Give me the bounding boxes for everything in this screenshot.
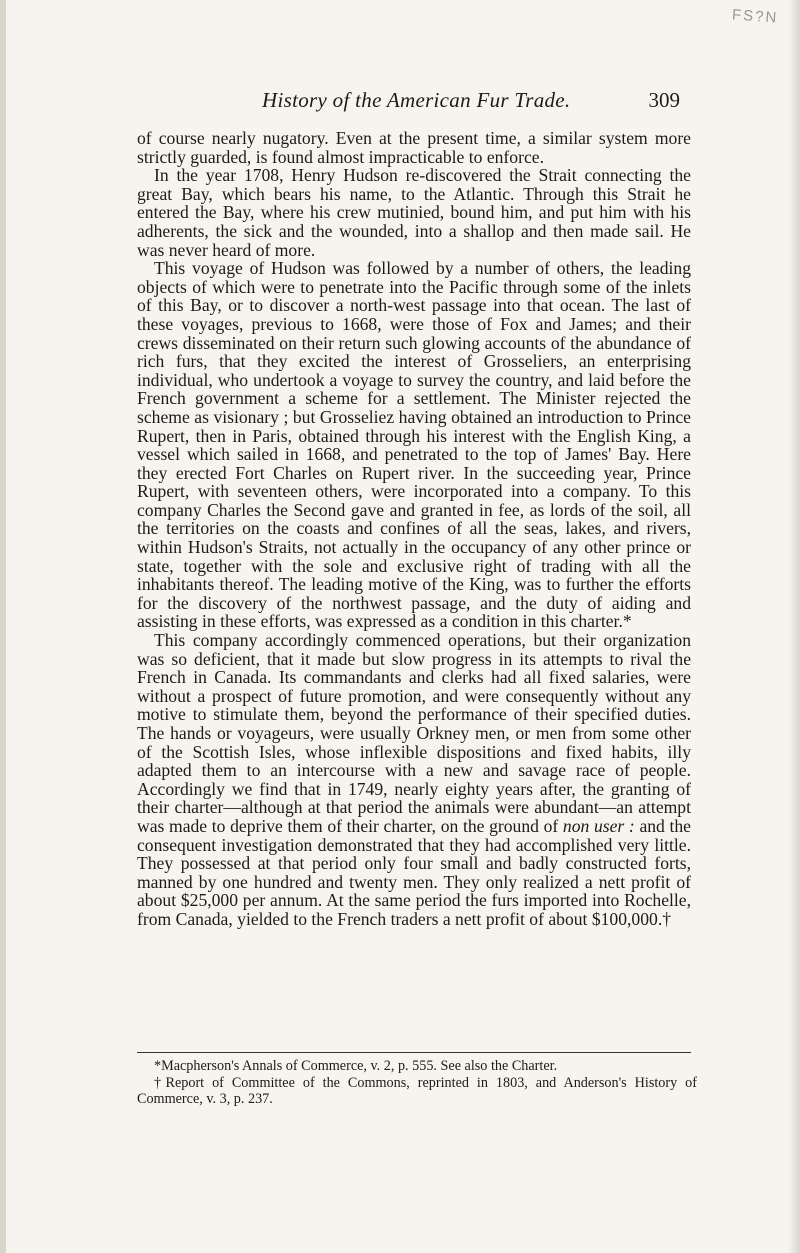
- running-title: History of the American Fur Trade.: [262, 88, 571, 112]
- footnotes: [137, 1058, 697, 1108]
- footnote-1: *Macpherson's Annals of Commerce, v. 2, p. 555. See also the Charter.: [154, 1058, 558, 1074]
- page-edge-shadow: [788, 0, 800, 1253]
- paragraph-hudson-strait: In the year 1708, Henry Hudson re-discovered the Strait connecting the great Bay, which bears his name, to the Atlantic. Through this Strait he entered the Bay, where his crew mutinied, bound him, and put him with his adherents, the sick and the wounded, into a shallop and then made sail. He was never heard of more.: [137, 165, 691, 260]
- footnote-divider: [137, 1052, 691, 1053]
- paragraph-continuation: of course nearly nugatory. Even at the present time, a similar system more strictly guarded, is found almost impracticable to enforce.: [137, 128, 691, 167]
- italic-term: non user :: [562, 815, 635, 836]
- paragraph-company-text-end: and the consequent investigation demonstrated that they had accomplished very little. They possessed at that period only four small and badly constructed forts, manned by one hundred and twenty men. They only realized a nett profit of about $25,000 per annum. At the same period the furs imported into Rochelle, from Canada, yielded to the French traders a nett profit of about $100,000.†: [137, 815, 691, 929]
- page-number: 309: [648, 88, 680, 112]
- body-text: [137, 129, 691, 929]
- paragraph-company-text: This company accordingly commenced operations, but their organization was so deficient, that it made but slow progress in its attempts to rival the French in Canada. Its commandants and clerks had all fixed salaries, were without a prospect of future promotion, and were consequently without any motive to stimulate them, beyond the performance of their specified duties. The hands or voyageurs, were usually Orkney men, or men from some other of the Scottish Isles, whose inflexible dispositions and fixed habits, illy adapted them to an intercourse with a new and savage race of people. Accordingly we find that in 1749, nearly eighty years after, the granting of their charter—although at that period the animals were abundant—an attempt was made to deprive them of their charter, on the ground of: [137, 630, 691, 836]
- page-header: [262, 88, 680, 118]
- paragraph-voyages-charter: This voyage of Hudson was followed by a number of others, the leading objects of which were to penetrate into the Pacific through some of the inlets of this Bay, or to discover a north-west passage into that ocean. The last of these voyages, previous to 1668, were those of Fox and James; and their crews disseminated on their return such glowing accounts of the abundance of rich furs, that they excited the interest of Grosseliers, an enterprising individual, who undertook a voyage to survey the country, and laid before the French government a scheme for a settlement. The Minister rejected the scheme as visionary ; but Grosseliez having obtained an introduction to Prince Rupert, then in Paris, obtained through his interest with the English King, a vessel which sailed in 1668, and penetrated to the top of James' Bay. Here they erected Fort Charles on Rupert river. In the succeeding year, Prince Rupert, with seventeen others, were incorporated into a company. To this company Charles the Second gave and granted in fee, as lords of the soil, all the territories on the coasts and confines of all the seas, lakes, and rivers, within Hudson's Straits, not actually in the occupancy of any other prince or state, together with the sole and exclusive right of trading with all the inhabitants thereof. The leading motive of the King, was to further the efforts for the discovery of the northwest passage, and the duty of aiding and assisting in these efforts, was expressed as a condition in this charter.*: [137, 258, 691, 632]
- footnote-2: †Report of Committee of the Commons, reprinted in 1803, and Anderson's History of Commerce, v. 3, p. 237.: [137, 1074, 697, 1107]
- paragraph-company-operations: [137, 631, 691, 929]
- pencil-annotation: FS?N: [731, 6, 779, 27]
